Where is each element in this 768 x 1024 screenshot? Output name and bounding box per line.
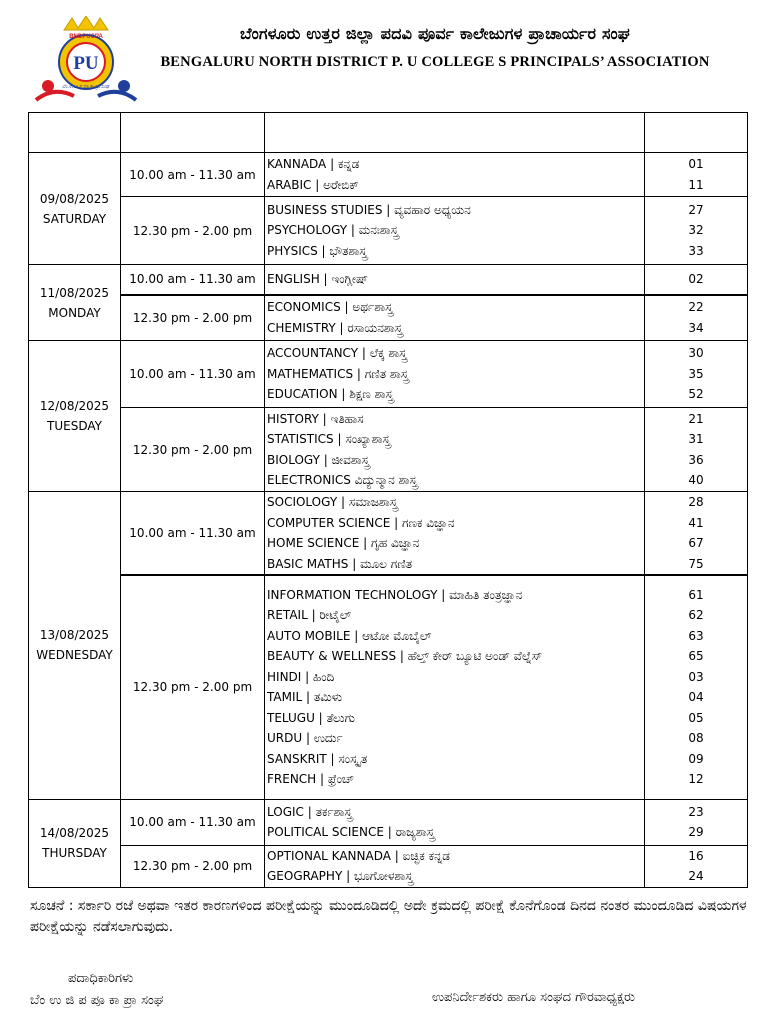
date-cell	[29, 799, 121, 887]
subject-name: BEAUTY & WELLNESS | ಹೆಲ್ತ್ ಕೇರ್ ಬ್ಯೂಟಿ ಅಂಡ್ ವೆಲ್ನೆಸ್	[267, 649, 543, 664]
subject-name: BUSINESS STUDIES | ವ್ಯವಹಾರ ಅಧ್ಯಯನ	[267, 202, 471, 217]
logo-text-bottom: ಬೆಂ.ಉ.ಜಿ.ಪ.ಪೂ.ಕಾ.ಪ್ರಾ.ಸಂಘ	[62, 85, 110, 90]
signature-left-title: ಪದಾಧಿಕಾರಿಗಳು	[68, 971, 134, 986]
subject-name: KANNADA | ಕನ್ನಡ	[267, 157, 360, 171]
subject-code: 22	[688, 300, 704, 315]
table-row	[29, 575, 748, 799]
subject-code: 21	[688, 411, 704, 426]
subject-name: STATISTICS | ಸಂಖ್ಯಾಶಾಸ್ತ್ರ	[267, 432, 391, 446]
subject-name: ELECTRONICS ವಿದ್ಯುನ್ಮಾನ ಶಾಸ್ತ್ರ	[267, 473, 418, 487]
subjects-cell	[265, 845, 645, 887]
subject-name: MATHEMATICS | ಗಣಿತ ಶಾಸ್ತ್ರ	[267, 366, 409, 381]
table-row	[29, 341, 748, 408]
subject-name: LOGIC | ತರ್ಕಶಾಸ್ತ್ರ	[267, 804, 353, 819]
table-row	[29, 799, 748, 845]
subject-code: 11	[688, 177, 704, 192]
subject-name: URDU | ಉರ್ದು	[267, 731, 343, 746]
subjects-cell	[265, 295, 645, 341]
subject-name: OPTIONAL KANNADA | ಐಚ್ಛಿಕ ಕನ್ನಡ	[267, 848, 450, 863]
subject-code: 63	[688, 628, 704, 643]
subjects-cell	[265, 265, 645, 295]
subjects-cell	[265, 197, 645, 265]
session-time: 10.00 am - 11.30 am	[121, 265, 265, 295]
signature-right: ಉಪನಿರ್ದೇಶಕರು ಹಾಗೂ ಸಂಘದ ಗೌರವಾಧ್ಯಕ್ಷರು	[432, 990, 636, 1005]
logo-letters: PU	[73, 53, 99, 74]
subject-name: BIOLOGY | ಜೀವಶಾಸ್ತ್ರ	[267, 452, 370, 467]
codes-cell	[645, 197, 748, 265]
subject-name: PSYCHOLOGY | ಮನಃಶಾಸ್ತ್ರ	[267, 223, 399, 238]
exam-weekday: SATURDAY	[42, 211, 107, 226]
date-cell	[29, 265, 121, 341]
subject-code: 16	[688, 848, 704, 863]
session-time: 10.00 am - 11.30 am	[121, 153, 265, 197]
subject-code: 36	[688, 452, 704, 467]
subjects-cell	[265, 799, 645, 845]
session-time: 12.30 pm - 2.00 pm	[121, 845, 265, 887]
header-cell-date	[29, 113, 121, 153]
exam-weekday: WEDNESDAY	[36, 648, 113, 663]
subject-name: HISTORY | ಇತಿಹಾಸ	[267, 411, 364, 426]
table-row	[29, 153, 748, 197]
subject-name: BASIC MATHS | ಮೂಲ ಗಣಿತ	[267, 556, 413, 571]
table-row	[29, 845, 748, 887]
session-time: 12.30 pm - 2.00 pm	[121, 408, 265, 492]
subject-code: 67	[688, 536, 704, 550]
subject-name: PHYSICS | ಭೌತಶಾಸ್ತ್ರ	[267, 243, 367, 258]
subject-name: HOME SCIENCE | ಗೃಹ ವಿಜ್ಞಾನ	[267, 536, 420, 550]
subject-name: ENGLISH | ಇಂಗ್ಲೀಷ್	[267, 272, 369, 286]
subject-name: COMPUTER SCIENCE | ಗಣಕ ವಿಜ್ಞಾನ	[267, 515, 455, 530]
subjects-cell	[265, 575, 645, 799]
signature-left	[30, 968, 330, 1012]
subject-code: 52	[688, 387, 704, 402]
subject-code: 40	[688, 473, 704, 487]
exam-date: 14/08/2025	[39, 826, 110, 840]
subject-name: RETAIL | ರೀಟೈಲ್	[267, 608, 352, 623]
logo-text-top: BNDPUCPA	[69, 34, 103, 40]
subject-name: TAMIL | ತಮಿಳು	[267, 690, 343, 705]
subject-code: 12	[688, 772, 704, 787]
session-time: 12.30 pm - 2.00 pm	[121, 197, 265, 265]
exam-date: 11/08/2025	[39, 285, 110, 300]
subject-name: TELUGU | ತೆಲುಗು	[267, 710, 355, 725]
subject-name: ACCOUNTANCY | ಲೆಕ್ಕ ಶಾಸ್ತ್ರ	[267, 346, 407, 361]
header-cell-code	[645, 113, 748, 153]
codes-cell	[645, 408, 748, 492]
subject-name: SOCIOLOGY | ಸಮಾಜಶಾಸ್ತ್ರ	[267, 495, 398, 509]
subject-code: 28	[688, 495, 704, 509]
subject-code: 02	[688, 272, 704, 286]
subject-code: 24	[688, 869, 704, 883]
subject-code: 32	[688, 223, 704, 238]
subject-name: SANSKRIT | ಸಂಸ್ಕೃತ	[267, 751, 368, 766]
subject-code: 65	[688, 649, 704, 664]
subject-code: 75	[688, 556, 704, 571]
subject-name: INFORMATION TECHNOLOGY | ಮಾಹಿತಿ ತಂತ್ರಜ್ಞಾನ	[267, 587, 523, 602]
subject-code: 08	[688, 731, 704, 746]
table-row	[29, 265, 748, 295]
codes-cell	[645, 575, 748, 799]
subject-code: 30	[688, 346, 704, 361]
subject-code: 09	[688, 751, 704, 766]
subject-code: 03	[688, 669, 704, 684]
codes-cell	[645, 295, 748, 341]
subject-code: 29	[688, 825, 704, 839]
exam-timetable	[28, 112, 748, 888]
date-cell	[29, 153, 121, 265]
subject-code: 61	[688, 587, 704, 602]
table-row	[29, 408, 748, 492]
title-kannada: ಬೆಂಗಳೂರು ಉತ್ತರ ಜಿಲ್ಲಾ ಪದವಿ ಪೂರ್ವ ಕಾಲೇಜುಗಳ ಪ್ರಾಚಾರ್ಯರ ಸಂಘ	[240, 24, 630, 43]
subject-code: 31	[688, 432, 704, 446]
subject-code: 04	[688, 690, 704, 705]
exam-date: 12/08/2025	[39, 399, 110, 413]
subject-code: 01	[688, 157, 704, 171]
subjects-cell	[265, 153, 645, 197]
association-logo	[34, 16, 138, 102]
subject-name: HINDI | ಹಿಂದಿ	[267, 669, 335, 684]
session-time: 10.00 am - 11.30 am	[121, 341, 265, 408]
subject-name: AUTO MOBILE | ಆಟೋ ಮೊಬೈಲ್	[267, 628, 432, 643]
subject-code: 05	[688, 710, 704, 725]
subject-code: 35	[688, 366, 704, 381]
codes-cell	[645, 341, 748, 408]
subject-name: FRENCH | ಫ್ರೆಂಚ್	[267, 772, 354, 787]
subject-name: EDUCATION | ಶಿಕ್ಷಣ ಶಾಸ್ತ್ರ	[267, 387, 394, 402]
exam-weekday: MONDAY	[48, 305, 101, 320]
subject-code: 41	[688, 515, 704, 530]
header-row	[29, 113, 748, 153]
subject-name: CHEMISTRY | ರಸಾಯನಶಾಸ್ತ್ರ	[267, 320, 403, 335]
exam-weekday: THURSDAY	[42, 846, 107, 860]
codes-cell	[645, 153, 748, 197]
exam-date: 13/08/2025	[39, 628, 110, 643]
session-time: 12.30 pm - 2.00 pm	[121, 575, 265, 799]
subjects-cell	[265, 341, 645, 408]
header-cell-subject	[265, 113, 645, 153]
header-cell-time	[121, 113, 265, 153]
codes-cell	[645, 265, 748, 295]
subject-code: 62	[688, 608, 704, 623]
table-row	[29, 492, 748, 576]
subject-name: GEOGRAPHY | ಭೂಗೋಳಶಾಸ್ತ್ರ	[267, 869, 413, 883]
codes-cell	[645, 799, 748, 845]
date-cell	[29, 341, 121, 492]
session-time: 10.00 am - 11.30 am	[121, 799, 265, 845]
exam-date: 09/08/2025	[39, 191, 110, 206]
notice-text: ಸೂಚನೆ : ಸರ್ಕಾರಿ ರಜೆ ಅಥವಾ ಇತರ ಕಾರಣಗಳಿಂದ ಪರೀಕ್ಷೆಯನ್ನು ಮುಂದೂಡಿದಲ್ಲಿ ಅದೇ ಕ್ರಮದಲ್ಲಿ ಪರೀಕ್ಷೆ ಕೊನೆಗೊಂಡ ದಿನದ ನಂತರ ಮುಂದೂಡಿದ ವಿಷಯಗಳ ಪರೀಕ್ಷೆಯನ್ನು ನಡೆಸಲಾಗುವುದು.	[30, 898, 747, 935]
subject-name: ARABIC | ಅರೇಬಿಕ್	[267, 177, 359, 192]
session-time: 10.00 am - 11.30 am	[121, 492, 265, 576]
subject-name: ECONOMICS | ಅರ್ಥಶಾಸ್ತ್ರ	[267, 300, 393, 315]
subjects-cell	[265, 492, 645, 576]
codes-cell	[645, 845, 748, 887]
table-row	[29, 197, 748, 265]
table-row	[29, 295, 748, 341]
subject-code: 34	[688, 320, 704, 335]
subject-code: 23	[688, 804, 704, 819]
subject-name: POLITICAL SCIENCE | ರಾಜ್ಯಶಾಸ್ತ್ರ	[267, 825, 435, 839]
date-cell	[29, 492, 121, 800]
session-time: 12.30 pm - 2.00 pm	[121, 295, 265, 341]
signature-left-org: ಬೆಂ ಉ ಜಿ ಪ ಪೂ ಕಾ ಪ್ರಾ ಸಂಘ	[30, 993, 164, 1008]
codes-cell	[645, 492, 748, 576]
subjects-cell	[265, 408, 645, 492]
page-header	[0, 0, 768, 110]
exam-weekday: TUESDAY	[47, 419, 102, 433]
subject-code: 27	[688, 202, 704, 217]
subject-code: 33	[688, 243, 704, 258]
title-english: BENGALURU NORTH DISTRICT P. U COLLEGE S PRINCIPALS’ ASSOCIATION	[160, 54, 710, 70]
